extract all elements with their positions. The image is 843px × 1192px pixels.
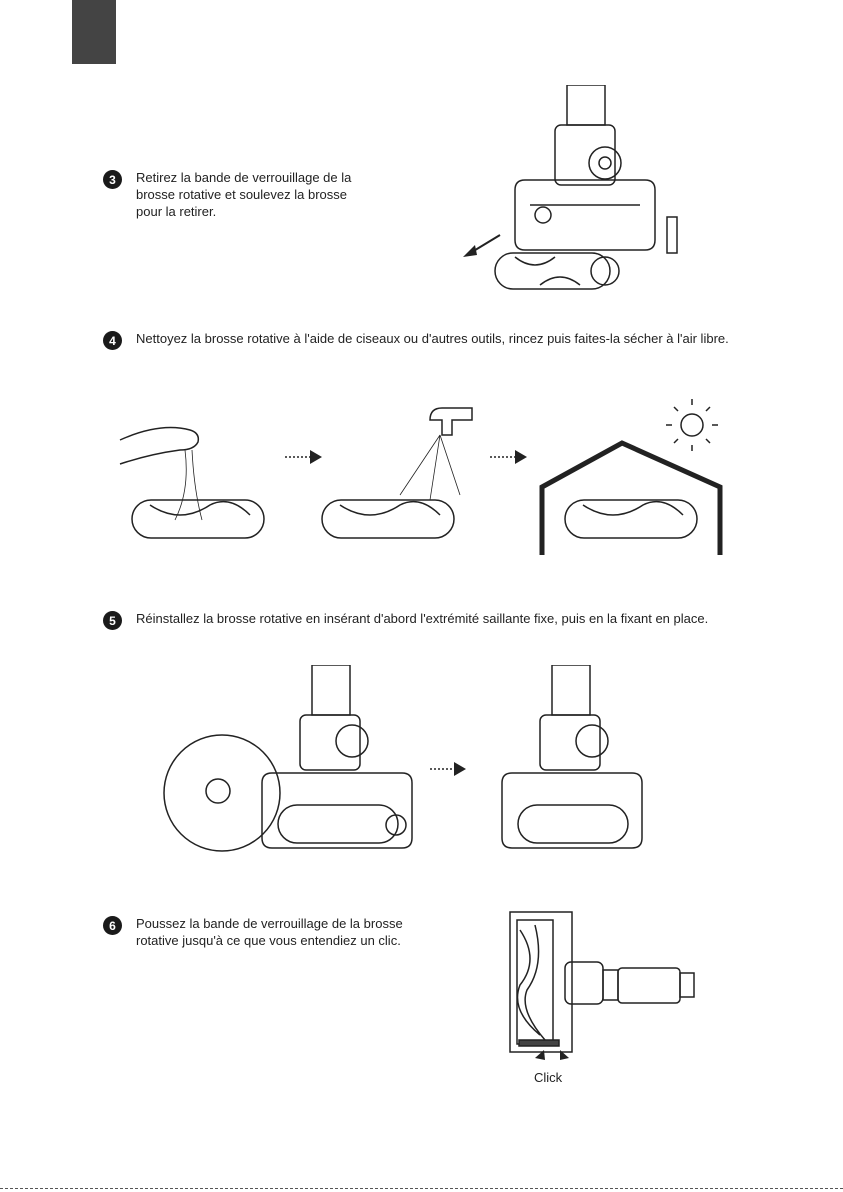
brush-removal-illustration [455,85,705,305]
step-text: Nettoyez la brosse rotative à l'aide de ciseaux ou d'autres outils, rincez puis faites-la sécher à l'air libre. [136,331,729,346]
step-number-badge: 6 [103,916,122,935]
click-label: Click [534,1070,563,1085]
step-4 [103,330,753,350]
faucet-icon [430,408,472,435]
brush-install-illustration [160,665,660,855]
step-text: Retirez la bande de verrouillage de la brosse rotative et soulevez la brosse pour la retirer. [136,170,352,219]
page-cut-line [0,1188,843,1189]
step-6 [103,915,433,949]
sun-icon [681,414,703,436]
step-text: Réinstallez la brosse rotative en insérant d'abord l'extrémité saillante fixe, puis en la fixant en place. [136,611,709,626]
step-number-badge: 5 [103,611,122,630]
chapter-tab [72,0,116,64]
step-number-badge: 4 [103,331,122,350]
cleaning-sequence-illustration [110,395,740,565]
hand-icon [120,428,198,464]
step-3 [103,169,373,220]
step-number-badge: 3 [103,170,122,189]
step-5 [103,610,783,630]
lock-strip-illustration [505,910,705,1060]
step-text: Poussez la bande de verrouillage de la brosse rotative jusqu'à ce que vous entendiez un clic. [136,916,403,948]
